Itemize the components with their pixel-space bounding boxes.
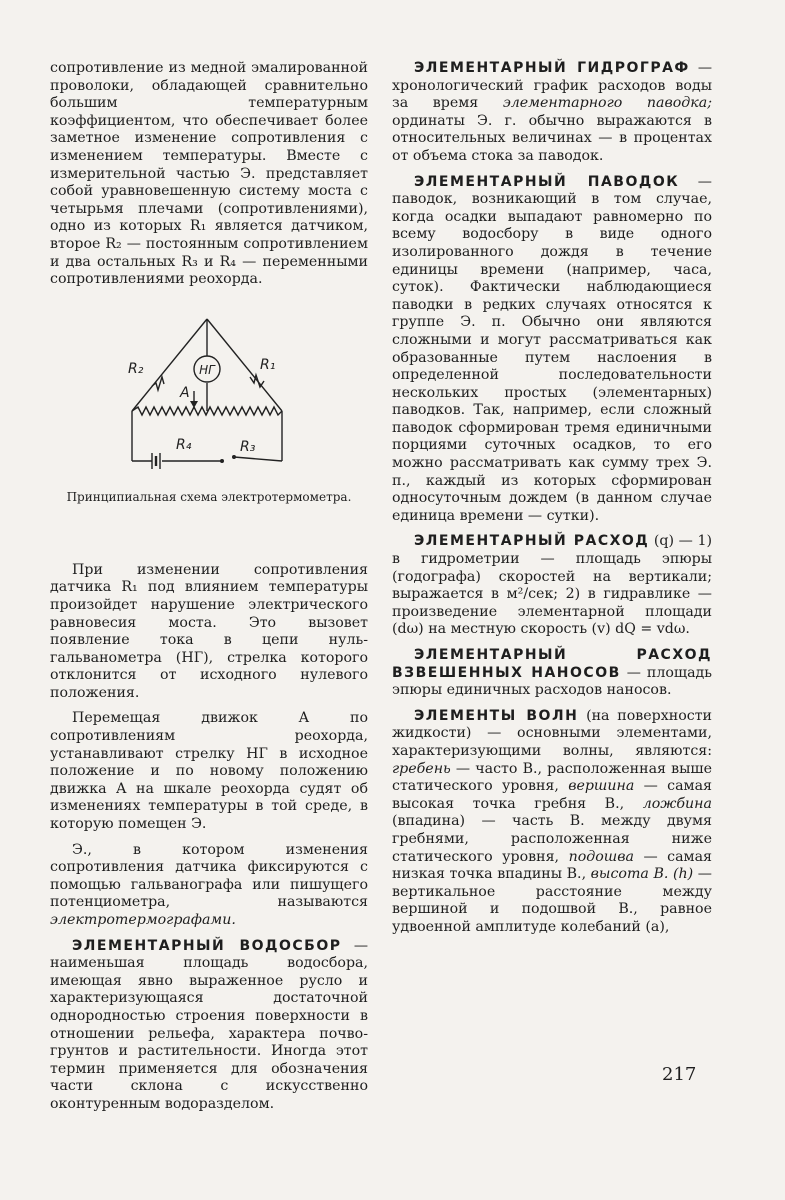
right-column (392, 60, 712, 937)
entry-suspended-sediment-discharge: ЭЛЕМЕНТАРНЫЙ РАСХОД ВЗВЕШЕННЫХ НАНОСОВ — площадь эпюры единичных расходов наносов. (392, 647, 712, 699)
entry-wave-elements: ЭЛЕМЕНТЫ ВОЛН (на поверхности жидкости) — основными элементами, характеризующими волны, являются: гребень — часто В., расположенная выше статического уровня, вершина — самая высокая точка гребня В., ложбина (впадина) — часть В. между двумя гребнями, расположенная ниже статического уровня, подошва — самая низкая точка впадины В., высота В. (h) — вертикальное расстояние между вершиной и подошвой В., равное удвоенной амплитуде колебаний (a), (392, 707, 712, 935)
paragraph-intro: сопротивление из медной эмалированной проволоки, обладающей сравнительно большим температурным коэффициентом, что обеспечивает более заметное изменение сопротивления с изменением температуры. Вместе с измерительной частью Э. представляет собой уравновешенную систему моста с четырьмя плечами (сопротивлениями), одно из которых R₁ является датчиком, второе R₂ — постоянным сопротивлением и два остальных R₃ и R₄ — переменными сопротивлениями реохорда. (50, 60, 368, 288)
paragraph-thermographs: Э., в котором изменения сопротивления датчика фиксируются с помощью гальванографа или пишущего потенциометра, называются электротермографами. (50, 841, 368, 928)
label-r3: R₃ (240, 438, 256, 455)
entry-elementary-hydrograph: ЭЛЕМЕНТАРНЫЙ ГИДРОГРАФ — хронологический график расходов воды за время элементарного паводка; ординаты Э. г. обычно выражаются в относительных величинах — в процентах от объема стока за паводок. (392, 60, 713, 164)
paragraph-slider: Перемещая движок A по сопротивлениям реохорда, устанавливают стрелку НГ в исходное положение и по новому положению движка A на шкале реохорда судят об изменениях температуры в той среде, в которую помещен Э. (50, 710, 368, 833)
figure-caption: Принципиальная схема электротермометра. (66, 489, 352, 504)
entry-elementary-flood: ЭЛЕМЕНТАРНЫЙ ПАВОДОК — паводок, возникающий в том случае, когда осадки выпадают равномерно по всему водосбору в виде одного изолированного дождя в течение единицы времени (например, часа, суток). Фактически наблюдающиеся паводки в редких случаях относятся к группе Э. п. Обычно они являются сложными и могут рассматриваться как образованные путем наслоения в определенной последовательности нескольких простых (элементарных) паводков. Так, например, если сложный паводок сформирован тремя единичными порциями суточных осадков, то его можно рассматривать как сумму трех Э. п., каждый из которых сформирован односуточным дождем (в данном случае единица времени — сутки). (392, 173, 712, 524)
entry-elementary-discharge: ЭЛЕМЕНТАРНЫЙ РАСХОД (q) — 1) в гидрометрии — площадь эпюры (годографа) скоростей на вертикали; выражается в м²/сек; 2) в гидравлике — произведение элементарной площади (dω) на местную скорость (v) dQ = vdω. (392, 533, 713, 638)
bridge-circuit-diagram (122, 311, 292, 476)
galvanometer-icon (194, 356, 220, 382)
label-a: A (180, 384, 190, 401)
left-column (50, 60, 368, 1114)
paragraph-bridge-imbalance: При изменении сопротивления датчика R₁ под влиянием температуры произойдет нарушение электрического равновесия моста. Это вызовет появление тока в цепи нуль-гальванометра (НГ), стрелка которого отклонится от исходного нулевого положения. (50, 561, 368, 701)
label-r2: R₂ (128, 360, 144, 377)
bridge-circuit-figure (50, 311, 368, 504)
label-r4: R₄ (176, 436, 192, 453)
galvanometer-label: НГ (199, 362, 215, 377)
label-r1: R₁ (260, 356, 276, 373)
entry-elementary-catchment: ЭЛЕМЕНТАРНЫЙ ВОДОСБОР — наименьшая площадь водосбора, имеющая явно выраженное русло и характеризующаяся достаточной однородностью строения поверхности в отношении рельефа, характера почво-грунтов и растительности. Иногда этот термин применяется для обозначения части склона с искусственно оконтуренным водоразделом. (50, 937, 369, 1112)
page-number: 217 (662, 1064, 697, 1085)
